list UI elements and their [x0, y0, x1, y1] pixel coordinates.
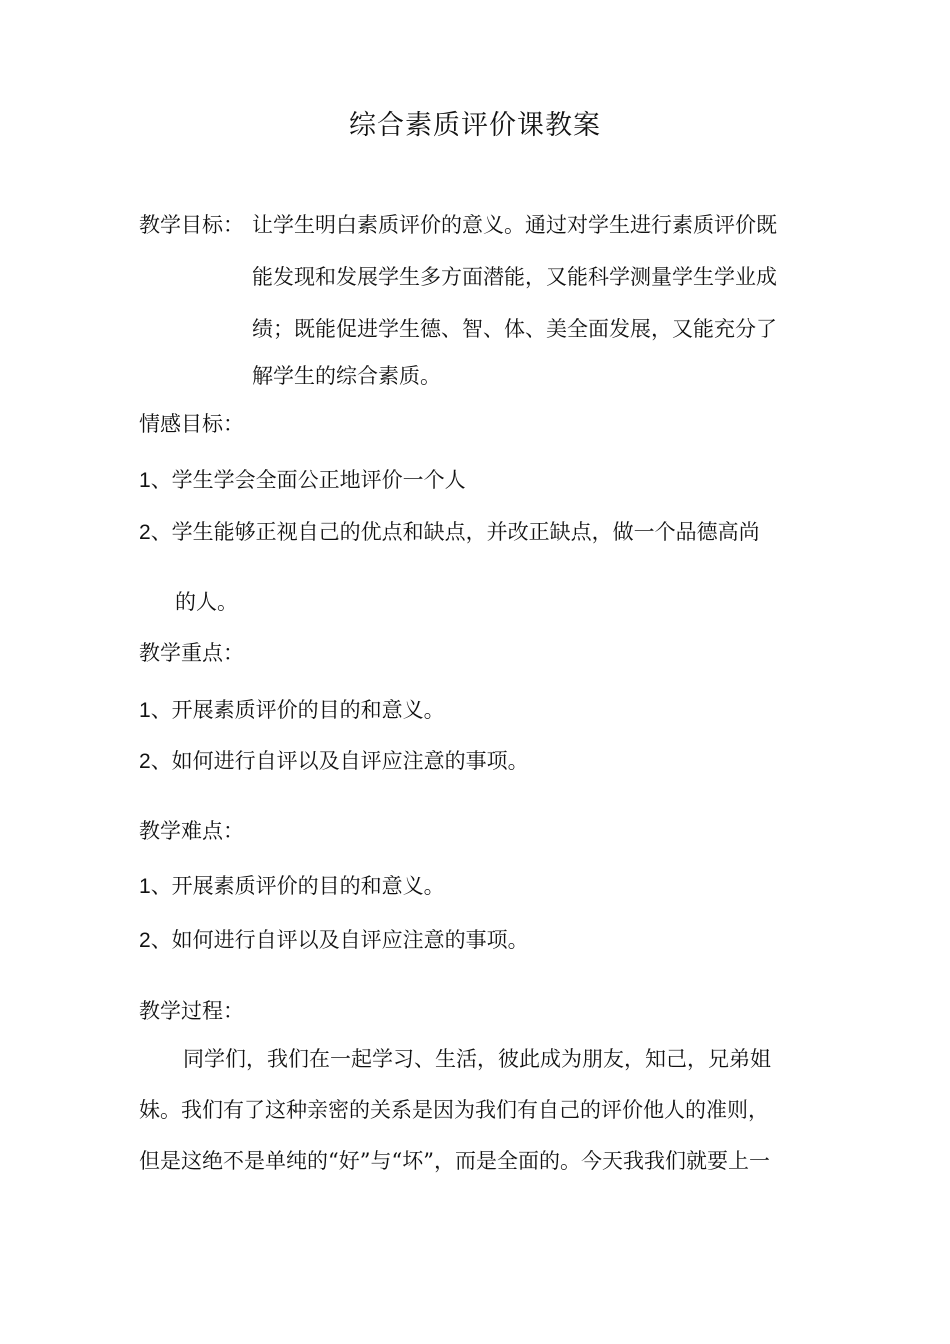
item-text: 、开展素质评价的目的和意义。 [150, 874, 445, 898]
emotional-goal-item-1 [139, 464, 466, 497]
item-number: 2 [139, 929, 151, 952]
difficulties-label: 教学难点： [139, 819, 244, 843]
item-number: 1 [139, 875, 151, 898]
item-text: 、学生学会全面公正地评价一个人 [150, 468, 466, 492]
process-line-3: 但是这绝不是单纯的“好”与“坏”，而是全面的。今天我我们就要上一 [139, 1149, 770, 1173]
item-text: 、如何进行自评以及自评应注意的事项。 [150, 749, 529, 773]
process-line-1: 同学们，我们在一起学习、生活，彼此成为朋友，知己，兄弟姐 [183, 1047, 771, 1071]
emotional-goal-item-2-continuation: 的人。 [175, 590, 238, 614]
objective-line-3: 绩；既能促进学生德、智、体、美全面发展，又能充分了 [252, 317, 777, 341]
difficulties-item-1 [139, 870, 445, 903]
key-points-item-1 [139, 694, 445, 727]
emotional-goal-label: 情感目标： [139, 412, 244, 436]
item-text: 、开展素质评价的目的和意义。 [150, 698, 445, 722]
document-title: 综合素质评价课教案 [349, 110, 601, 141]
item-text: 、如何进行自评以及自评应注意的事项。 [150, 928, 529, 952]
item-number: 1 [139, 469, 151, 492]
item-number: 2 [139, 750, 151, 773]
objective-line-2: 能发现和发展学生多方面潜能，又能科学测量学生学业成 [252, 265, 777, 289]
objective-label: 教学目标： [139, 213, 244, 237]
difficulties-item-2 [139, 924, 529, 957]
process-line-2: 妹。我们有了这种亲密的关系是因为我们有自己的评价他人的准则， [139, 1098, 769, 1122]
process-label: 教学过程： [139, 999, 244, 1023]
objective-line-1: 让学生明白素质评价的意义。通过对学生进行素质评价既 [252, 213, 777, 237]
item-number: 1 [139, 699, 151, 722]
emotional-goal-item-2 [139, 516, 760, 549]
key-points-label: 教学重点： [139, 641, 244, 665]
key-points-item-2 [139, 745, 529, 778]
item-number: 2 [139, 521, 151, 544]
objective-line-4: 解学生的综合素质。 [252, 364, 441, 388]
item-text: 、学生能够正视自己的优点和缺点，并改正缺点，做一个品德高尚 [150, 520, 760, 544]
